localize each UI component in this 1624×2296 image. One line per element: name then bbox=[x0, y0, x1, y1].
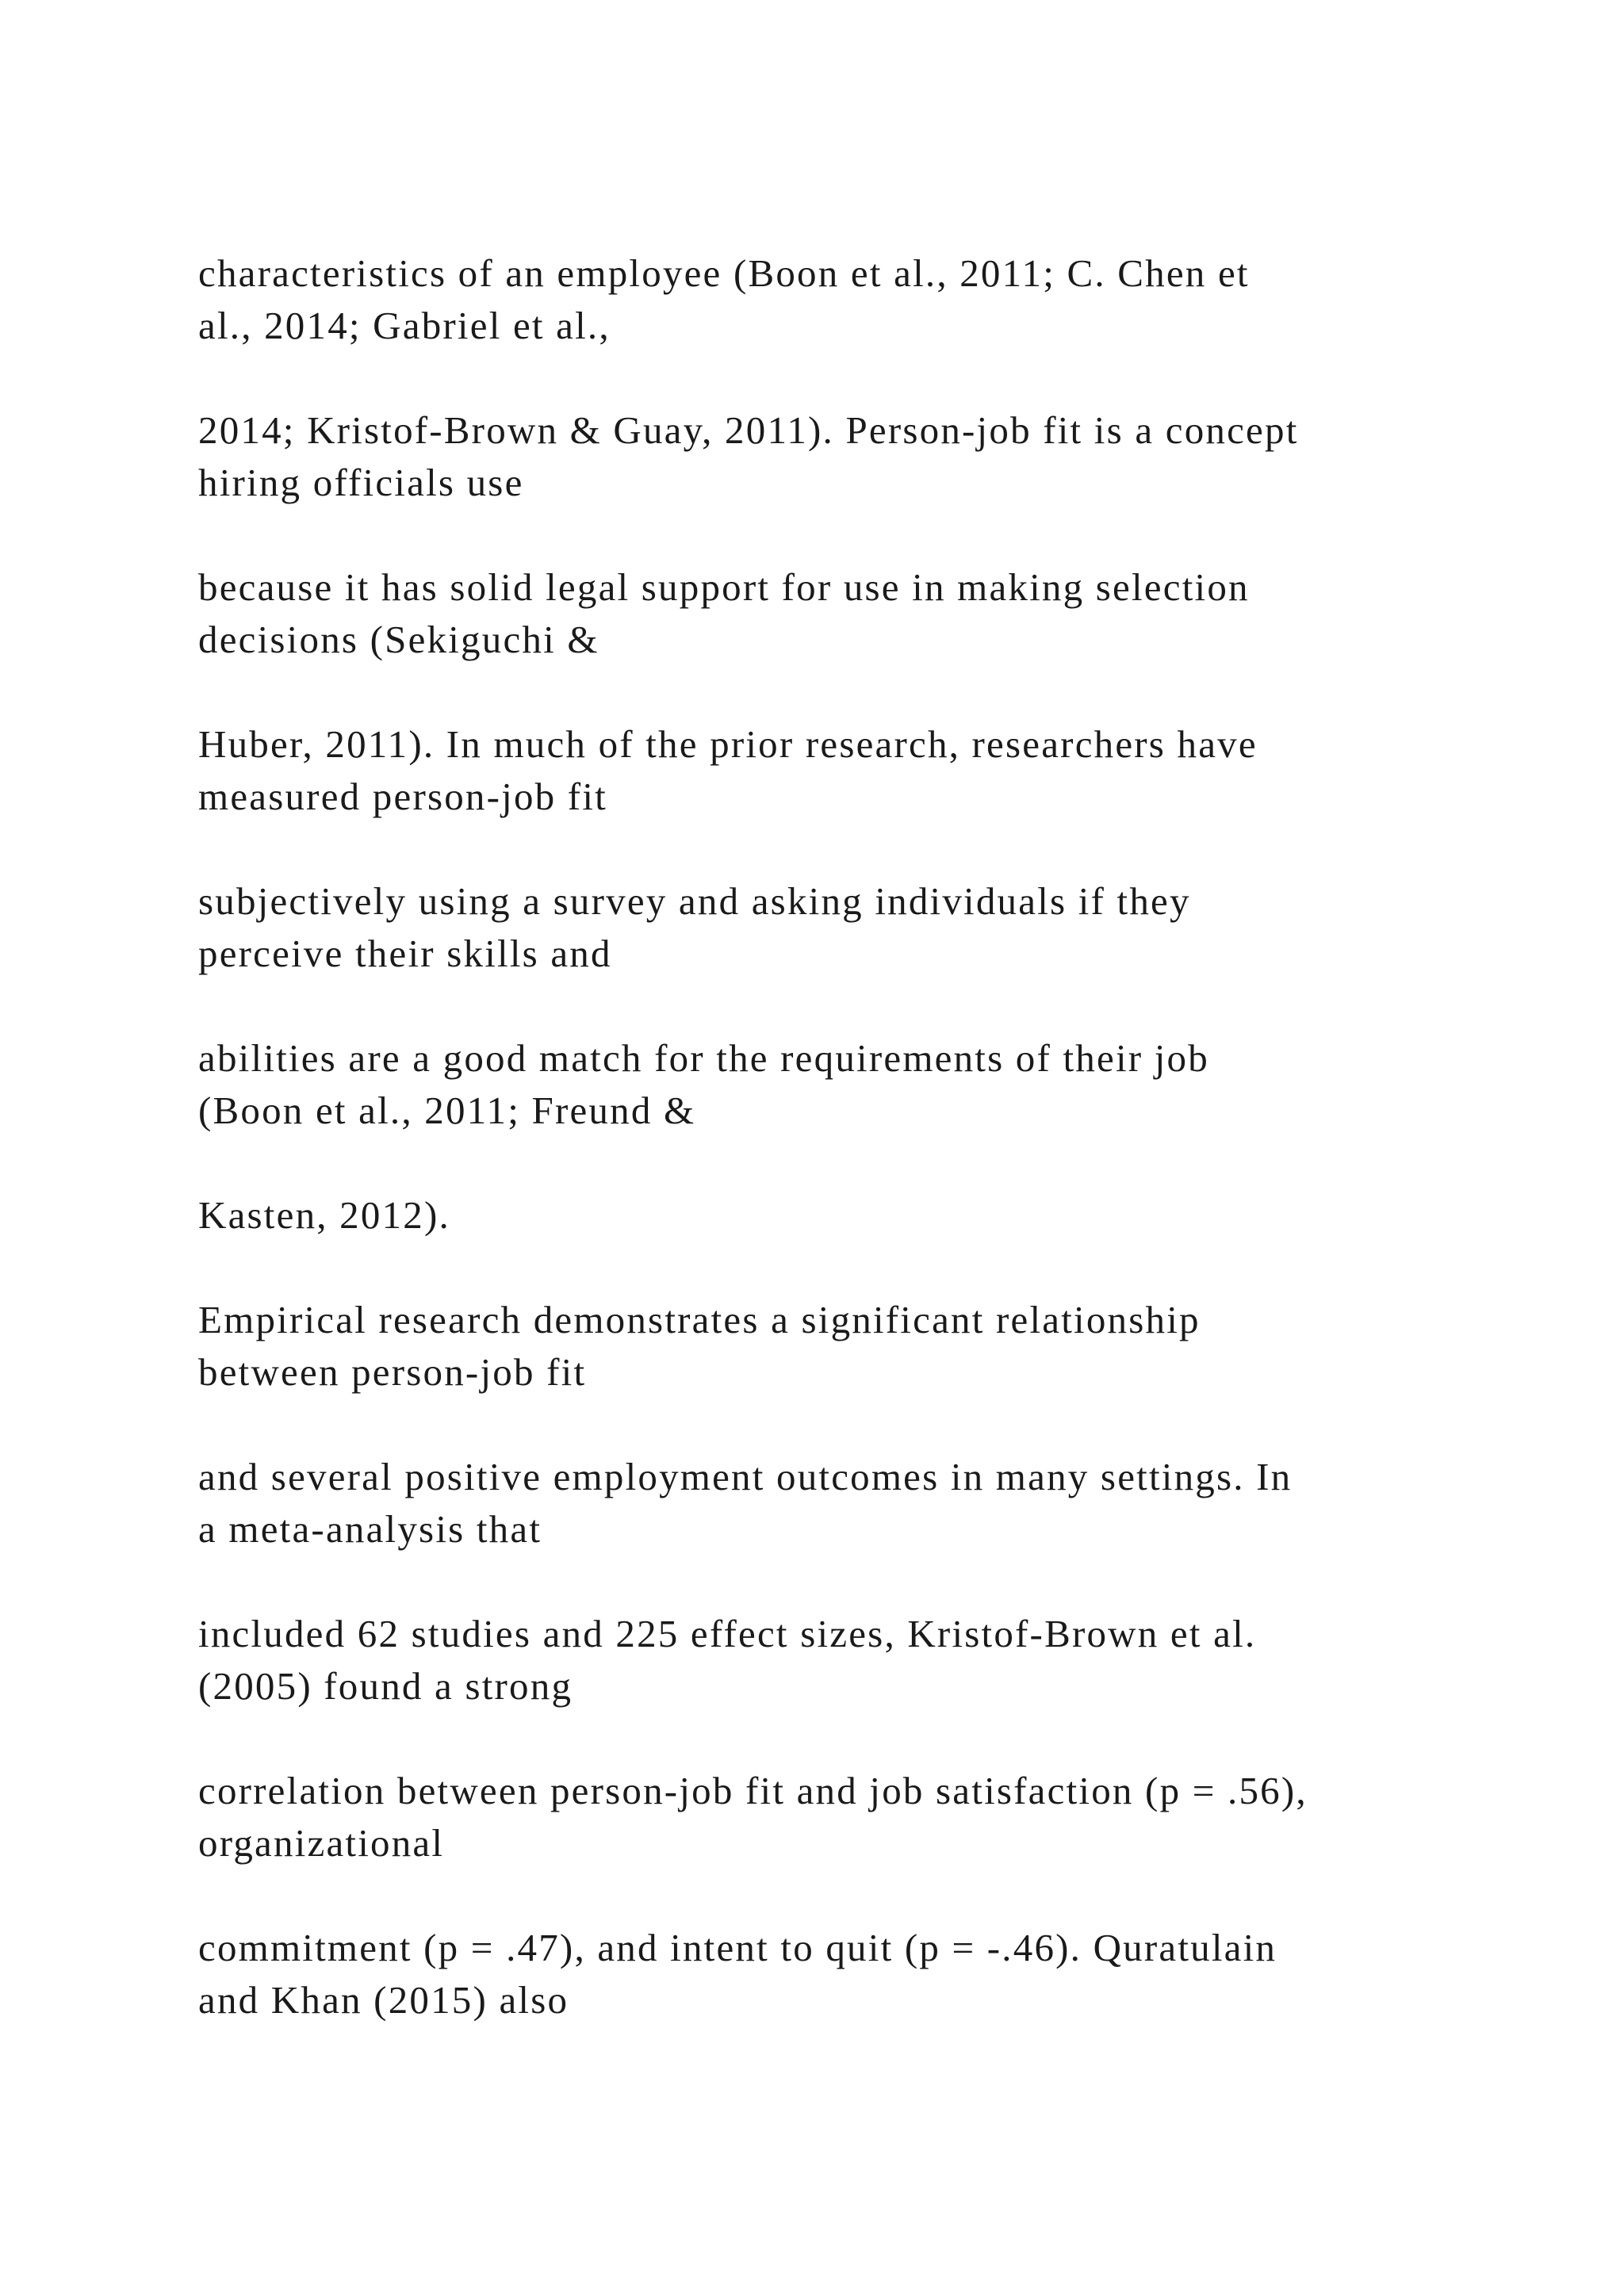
text-line: Kasten, 2012). bbox=[198, 1193, 450, 1237]
paragraph bbox=[198, 875, 1191, 980]
paragraph bbox=[198, 1451, 1292, 1556]
text-line: perceive their skills and bbox=[198, 932, 612, 975]
paragraph bbox=[198, 1032, 1209, 1137]
text-line: hiring officials use bbox=[198, 461, 524, 504]
paragraph bbox=[198, 247, 1250, 352]
text-line: 2014; Kristof-Brown & Guay, 2011). Person-job fit is a concept bbox=[198, 408, 1299, 452]
text-line: because it has solid legal support for use in making selection bbox=[198, 565, 1250, 609]
text-line: measured person-job fit bbox=[198, 775, 607, 818]
text-line: Empirical research demonstrates a significant relationship bbox=[198, 1298, 1201, 1341]
text-line: abilities are a good match for the requirements of their job bbox=[198, 1036, 1209, 1080]
text-line: (2005) found a strong bbox=[198, 1664, 573, 1708]
text-line: al., 2014; Gabriel et al., bbox=[198, 304, 611, 347]
text-line: and several positive employment outcomes in many settings. In bbox=[198, 1455, 1293, 1498]
text-line: a meta-analysis that bbox=[198, 1507, 542, 1551]
paragraph bbox=[198, 1922, 1277, 2026]
text-line: characteristics of an employee (Boon et al., 2011; C. Chen et bbox=[198, 251, 1250, 295]
text-line: correlation between person-job fit and job satisfaction (p = .56), bbox=[198, 1769, 1308, 1812]
text-line: subjectively using a survey and asking individuals if they bbox=[198, 879, 1191, 923]
text-line: included 62 studies and 225 effect sizes, Kristof-Brown et al. bbox=[198, 1612, 1257, 1655]
paragraph bbox=[198, 718, 1258, 823]
paragraph bbox=[198, 1608, 1256, 1712]
paragraph bbox=[198, 1294, 1201, 1399]
text-line: Huber, 2011). In much of the prior research, researchers have bbox=[198, 722, 1258, 766]
paragraph bbox=[198, 561, 1250, 666]
text-line: between person-job fit bbox=[198, 1350, 587, 1394]
paragraph bbox=[198, 1765, 1308, 1869]
text-line: (Boon et al., 2011; Freund & bbox=[198, 1089, 696, 1132]
paragraph bbox=[198, 404, 1299, 509]
text-line: commitment (p = .47), and intent to quit (p = -.46). Quratulain bbox=[198, 1926, 1277, 1969]
paragraph bbox=[198, 1189, 450, 1242]
text-line: and Khan (2015) also bbox=[198, 1978, 569, 2022]
text-line: organizational bbox=[198, 1821, 445, 1865]
text-line: decisions (Sekiguchi & bbox=[198, 618, 599, 661]
